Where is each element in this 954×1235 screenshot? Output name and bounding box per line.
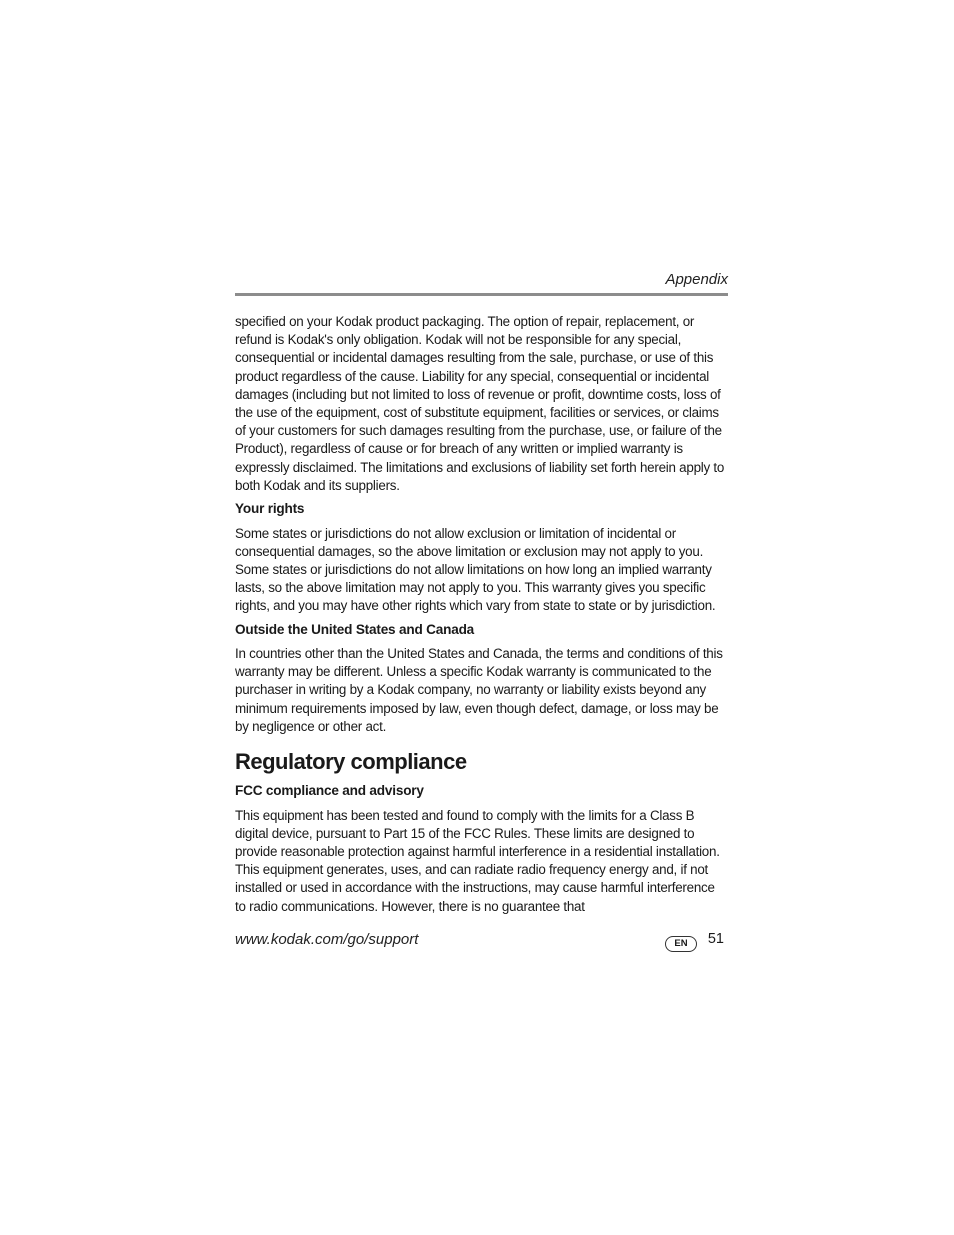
document-body xyxy=(235,313,728,921)
your-rights-paragraph: Some states or jurisdictions do not allow exclusion or limitation of incidental or consequential damages, so the above limitation or exclusion may not apply to you. Some states or jurisdictions do not allow limitations on how long an implied warranty lasts, so the above limitation may not apply to you. This warranty gives you specific rights, and you may have other rights which vary from state to state or by jurisdiction. xyxy=(235,525,716,614)
your-rights-heading: Your rights xyxy=(235,501,305,517)
header-rule xyxy=(235,293,728,296)
fcc-paragraph: This equipment has been tested and found to comply with the limits for a Class B digital device, pursuant to Part 15 of the FCC Rules. These limits are designed to provide reasonable protection against harmful interference in a residential installation. This equipment generates, uses, and can radiate radio frequency energy and, if not installed or used in accordance with the instructions, may cause harmful interference to radio communications. However, there is no guarantee that xyxy=(235,807,720,914)
page-footer xyxy=(235,931,728,953)
warranty-paragraph: specified on your Kodak product packaging. The option of repair, replacement, or refund is Kodak's only obligation. Kodak will not be responsible for any special, consequential or incidental damages resulting from the sale, purchase, or use of this product regardless of the cause. Liability for any special, consequential or incidental damages (including but not limited to loss of revenue or profit, downtime costs, loss of the use of the equipment, cost of substitute equipment, facilities or services, or claims of your customers for such damages resulting from the purchase, use, or failure of the Product), regardless of cause or for breach of any written or implied warranty is expressly disclaimed. The limitations and exclusions of liability set forth herein apply to both Kodak and its suppliers. xyxy=(235,314,725,493)
support-url: www.kodak.com/go/support xyxy=(235,931,419,948)
outside-us-canada-paragraph: In countries other than the United States and Canada, the terms and conditions of this warranty may be different. Unless a specific Kodak warranty is communicated to the purchaser in writing by a Kodak company, no warranty or liability exists beyond any minimum requirements imposed by law, even though defect, damage, or loss may be by negligence or other act. xyxy=(235,646,723,734)
running-head: Appendix xyxy=(665,271,728,288)
outside-us-canada-heading: Outside the United States and Canada xyxy=(235,621,475,637)
language-badge: EN xyxy=(665,936,697,952)
regulatory-compliance-heading: Regulatory compliance xyxy=(235,749,467,775)
page-number: 51 xyxy=(707,931,724,947)
fcc-heading: FCC compliance and advisory xyxy=(235,783,424,799)
